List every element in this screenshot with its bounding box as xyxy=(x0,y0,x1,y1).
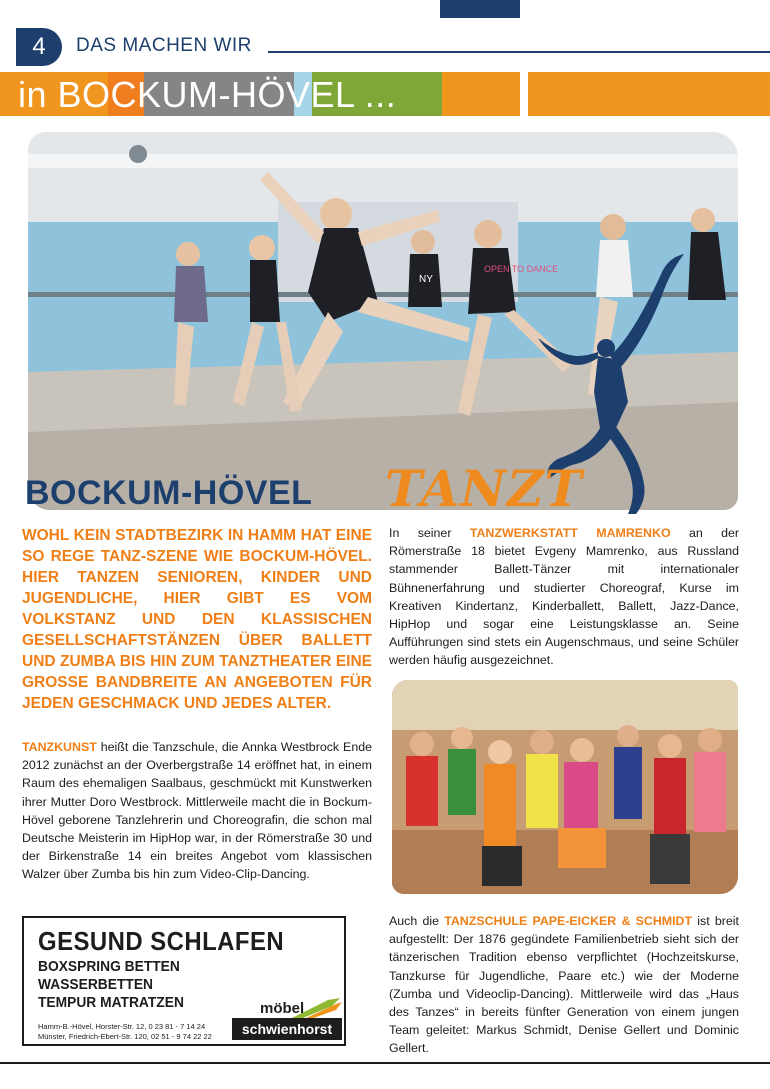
school-name-pape-eicker: TANZSCHULE PAPE-EICKER & SCHMIDT xyxy=(444,914,693,928)
headline-band-white-gap xyxy=(520,72,528,116)
paragraph-mamrenko-prefix: In seiner xyxy=(389,526,470,540)
headline-band-orange-right xyxy=(442,72,520,116)
section-kicker: DAS MACHEN WIR xyxy=(76,35,252,56)
mattress-advertisement xyxy=(22,916,346,1046)
ad-address-muenster: Münster, Friedrich-Ebert-Str. 120, 02 51 - 9 74 22 22 xyxy=(38,1032,212,1041)
page-number: 4 xyxy=(16,28,62,66)
ad-title: GESUND SCHLAFEN xyxy=(38,926,285,956)
paragraph-mamrenko xyxy=(389,524,739,670)
ad-line-boxspring: BOXSPRING BETTEN xyxy=(38,958,180,975)
article-title: BOCKUM-HÖVEL xyxy=(25,474,313,512)
paragraph-pape-eicker xyxy=(389,912,739,1058)
ad-line-wasserbetten: WASSERBETTEN xyxy=(38,976,154,993)
zumba-class-photo xyxy=(392,680,738,894)
article-lead: WOHL KEIN STADTBEZIRK IN HAMM HAT EINE SO REGE TANZ-SZENE WIE BOCKUM-HÖVEL. HIER TANZEN SENIOREN, KINDER UND JUGENDLICHE, HIER GIBT ES VOM VOLKSTANZ UND DEN KLASSISCHEN GESELLSCHAFTSTÄNZEN ÜBER BALLETT UND ZUMBA BIS HIN ZUM TANZTHEATER EINE GROSSE BANDBREITE AN ANGEBOTEN FÜR JEDEN GESCHMACK UND JEDES ALTER. xyxy=(22,527,372,712)
school-name-mamrenko: TANZWERKSTATT MAMRENKO xyxy=(469,526,671,540)
top-edge-tab xyxy=(440,0,520,18)
ad-line-tempur: TEMPUR MATRATZEN xyxy=(38,994,184,1011)
paragraph-pape-eicker-text: ist breit aufgestellt: Der 1876 gegündete Familienbetrieb sieht sich der tänzerischen Tradition ebenso verpflichtet (Hochzeitskurse, Tanzkurse für Jugendliche, Paare etc.) wie der Moderne (Zumba und Videoclip-Dancing). Mittlerweile wird das „Haus des Tanzes“ in bereits fünfter Generation von einem jungen Team geleitet: Markus Schmidt, Denise Gellert und Dominic Gellert. xyxy=(389,914,739,1056)
ad-address-hamm: Hamm-B.-Hövel, Horster-Str. 12, 0 23 81 - 7 14 24 xyxy=(38,1022,206,1031)
page-headline: in BOCKUM-HÖVEL ... xyxy=(18,74,397,115)
kicker-rule xyxy=(268,51,770,53)
logo-word-schwienhorst: schwienhorst xyxy=(232,1018,342,1040)
paragraph-mamrenko-text: an der Römerstraße 18 bietet Evgeny Mamrenko, aus Russland stammender Ballett-Tänzer mit internationaler Bühnenerfahrung und studierter Choreograf, Kurse im Kreativen Kindertanz, Kinderballett, Ballett, Jazz-Dance, HipHop und sogar eine Leistungsklasse an. Seine Aufführungen sind stets ein Augenschmaus, und seine Schüler werden häufig ausgezeichnet. xyxy=(389,526,740,668)
paragraph-pape-eicker-prefix: Auch die xyxy=(389,914,445,928)
footer-rule xyxy=(0,1062,770,1064)
logo-word-moebel: möbel xyxy=(260,1000,305,1017)
article-title-accent: TANZT xyxy=(385,459,583,518)
paragraph-tanzkunst-text: heißt die Tanzschule, die Annka Westbrock Ende 2012 zunächst an der Overbergstraße 14 eröffnet hat, in einem Raum des ehemaligen Saalbaus, geschmückt mit Kunstwerken ihrer Mutter Doro Westbrock. Mittlerweile macht die in Bockum-Hövel geborene Tanzlehrerin und Choreografin, die schon mal Deutsche Meisterin im HipHop war, in der Römerstraße 30 und der Birkenstraße 14 ein breites Angebot vom klassischen Walzer über Zumba bis hin zum Video-Clip-Dancing. xyxy=(22,740,372,882)
paragraph-tanzkunst xyxy=(22,738,372,884)
school-name-tanzkunst: TANZKUNST xyxy=(22,740,97,754)
sweatshirt-print: OPEN TO DANCE xyxy=(484,264,559,274)
shirt-print: NY xyxy=(419,274,433,285)
headline-band-orange-end xyxy=(528,72,770,116)
